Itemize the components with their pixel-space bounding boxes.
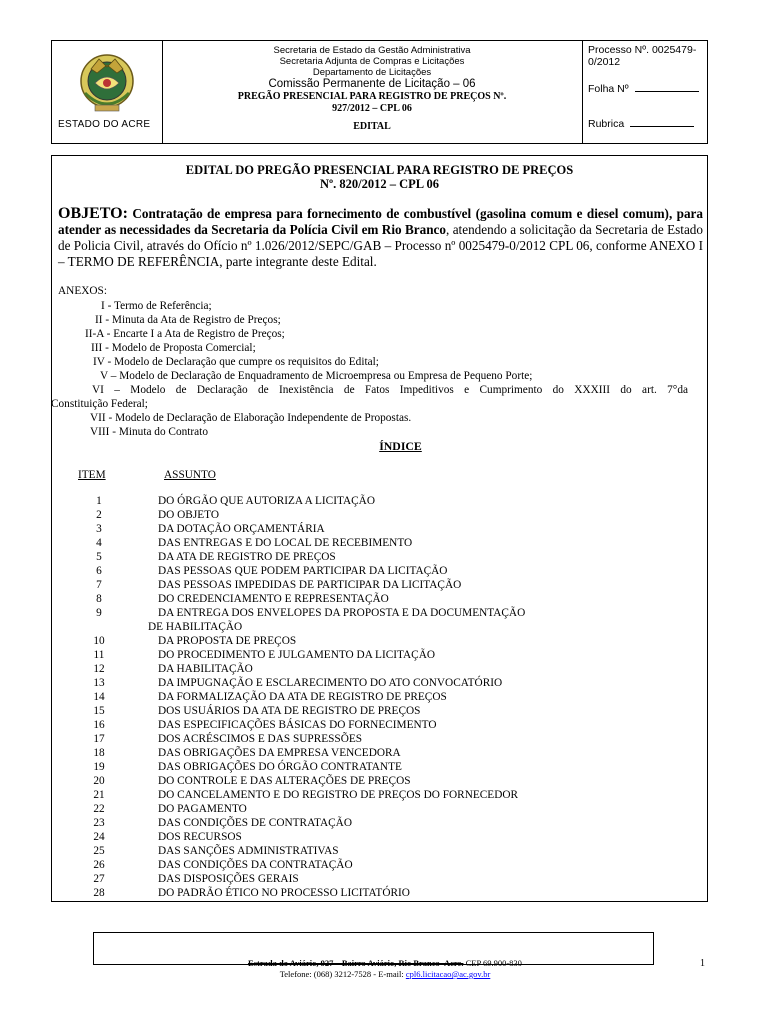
- indice-row-number: 21: [93, 789, 105, 801]
- edital-title-line-1: EDITAL DO PREGÃO PRESENCIAL PARA REGISTRO DE PREÇOS: [185, 163, 574, 177]
- indice-row-subject: DOS USUÁRIOS DA ATA DE REGISTRO DE PREÇOS: [158, 705, 421, 717]
- indice-row: [52, 550, 707, 564]
- indice-row-subject: DA ENTREGA DOS ENVELOPES DA PROPOSTA E DA DOCUMENTAÇÃO: [158, 607, 526, 619]
- indice-list: [52, 494, 707, 900]
- footer-phone: Telefone: (068) 3212-7528 - E-mail:: [279, 969, 406, 979]
- anexo-item: VIII - Minuta do Contrato: [90, 426, 208, 438]
- indice-row: [52, 858, 707, 872]
- indice-row-subject: DO CREDENCIAMENTO E REPRESENTAÇÃO: [158, 593, 389, 605]
- indice-row-number: 16: [93, 719, 105, 731]
- comissao-line: Comissão Permanente de Licitação – 06: [268, 78, 476, 90]
- indice-row-number: 10: [93, 635, 105, 647]
- header-title-cell: [162, 41, 583, 143]
- indice-row-number: 15: [93, 705, 105, 717]
- footer-contact: [0, 969, 770, 979]
- edital-label: EDITAL: [353, 121, 391, 132]
- indice-row-number: 20: [93, 775, 105, 787]
- indice-row-subject: DOS RECURSOS: [158, 831, 242, 843]
- indice-row: [52, 732, 707, 746]
- indice-row: [52, 676, 707, 690]
- anexo-item: II-A - Encarte I a Ata de Registro de Preços;: [85, 328, 285, 340]
- indice-row: [52, 578, 707, 592]
- anexo-item: VI – Modelo de Declaração de Inexistência de Fatos Impeditivos e Cumprimento do XXXIII do art. 7°da: [92, 384, 688, 396]
- indice-row: [52, 592, 707, 606]
- secretaria-adjunta-line: Secretaria Adjunta de Compras e Licitações: [279, 56, 465, 67]
- acre-coat-of-arms-logo: [77, 53, 137, 119]
- indice-row-number: 9: [96, 607, 102, 619]
- anexo-item: II - Minuta da Ata de Registro de Preços;: [95, 314, 281, 326]
- indice-col-item: ITEM: [78, 469, 106, 481]
- indice-row-subject: DA ATA DE REGISTRO DE PREÇOS: [158, 551, 336, 563]
- indice-row: [52, 774, 707, 788]
- indice-row-number: 7: [96, 579, 102, 591]
- indice-row-subject: DAS SANÇÕES ADMINISTRATIVAS: [158, 845, 339, 857]
- anexo-item: I - Termo de Referência;: [101, 300, 212, 312]
- page-number: 1: [700, 958, 705, 969]
- indice-row-subject: DOS ACRÉSCIMOS E DAS SUPRESSÕES: [158, 733, 363, 745]
- objeto-rest-text: , atendendo a solicitação da Secretaria de Estado de Policia Civil, através do Ofício nº 1.026/2012/SEPC/GAB – Processo nº 0025479-0/2012 CPL 06, conforme ANEXO I – TERMO DE REFERÊNCIA, parte integrante deste Edital.: [58, 222, 703, 269]
- indice-row-subject: DO OBJETO: [158, 509, 219, 521]
- indice-row-number: 23: [93, 817, 105, 829]
- indice-row-number: 18: [93, 747, 105, 759]
- indice-row-number: 12: [93, 663, 105, 675]
- indice-row: [52, 522, 707, 536]
- pregao-line-2: 927/2012 – CPL 06: [332, 103, 412, 114]
- indice-row-number: 6: [96, 565, 102, 577]
- indice-row-number: 4: [96, 537, 102, 549]
- indice-row: [52, 536, 707, 550]
- indice-row-number: 25: [93, 845, 105, 857]
- objeto-bold-text: Contratação de empresa para fornecimento de combustível (gasolina comum e diesel comum), para atender as necessidades da Secretaria da Polícia Civil em Rio Branco: [58, 206, 703, 237]
- edital-title-line-2: Nº. 820/2012 – CPL 06: [319, 177, 440, 191]
- objeto-label: OBJETO:: [58, 205, 128, 222]
- indice-row-subject: DAS PESSOAS IMPEDIDAS DE PARTICIPAR DA LICITAÇÃO: [158, 579, 462, 591]
- indice-row-number: 1: [96, 495, 102, 507]
- footer-email-link[interactable]: cpl6.licitacao@ac.gov.br: [405, 969, 491, 979]
- indice-title: ÍNDICE: [379, 439, 422, 453]
- indice-row-number: 27: [93, 873, 105, 885]
- header-process-cell: [582, 41, 707, 143]
- indice-row: [52, 690, 707, 704]
- folha-blank: [635, 91, 699, 92]
- indice-row: [52, 830, 707, 844]
- folha-label: Folha Nº: [588, 83, 629, 95]
- indice-row: [52, 662, 707, 676]
- indice-col-assunto: ASSUNTO: [164, 469, 216, 481]
- indice-row: [52, 886, 707, 900]
- indice-row-subject: DO CONTROLE E DAS ALTERAÇÕES DE PREÇOS: [158, 775, 411, 787]
- indice-row: [52, 634, 707, 648]
- rubrica-blank: [630, 126, 694, 127]
- indice-row-number: 5: [96, 551, 102, 563]
- indice-row-subject: DA HABILITAÇÃO: [158, 663, 253, 675]
- indice-row-subject: DA FORMALIZAÇÃO DA ATA DE REGISTRO DE PREÇOS: [158, 691, 447, 703]
- footer-cep: CEP 69.900-830: [463, 958, 522, 968]
- rubrica-label: Rubrica: [588, 118, 625, 130]
- indice-row: [52, 648, 707, 662]
- anexos-label: ANEXOS:: [58, 285, 107, 297]
- indice-row-subject: DA DOTAÇÃO ORÇAMENTÁRIA: [158, 523, 325, 535]
- anexo-item: Constituição Federal;: [51, 398, 148, 410]
- indice-row-subject: DA PROPOSTA DE PREÇOS: [158, 635, 297, 647]
- indice-row-number: 22: [93, 803, 105, 815]
- indice-row-number: 14: [93, 691, 105, 703]
- indice-row-subject: DAS DISPOSIÇÕES GERAIS: [158, 873, 299, 885]
- indice-row: [52, 508, 707, 522]
- anexo-item: IV - Modelo de Declaração que cumpre os requisitos do Edital;: [93, 356, 379, 368]
- indice-row: [52, 606, 707, 620]
- secretaria-line: Secretaria de Estado da Gestão Administrativa: [273, 45, 471, 56]
- indice-row-subject: DAS ENTREGAS E DO LOCAL DE RECEBIMENTO: [158, 537, 413, 549]
- indice-row: [52, 746, 707, 760]
- indice-row-subject: DO CANCELAMENTO E DO REGISTRO DE PREÇOS DO FORNECEDOR: [158, 789, 519, 801]
- indice-row-number: 13: [93, 677, 105, 689]
- indice-row: [52, 704, 707, 718]
- indice-row: [52, 844, 707, 858]
- anexo-item: V – Modelo de Declaração de Enquadramento de Microempresa ou Empresa de Pequeno Porte;: [100, 370, 533, 382]
- indice-row-subject: DO PADRÃO ÉTICO NO PROCESSO LICITATÓRIO: [158, 887, 410, 899]
- indice-row-subject: DO PAGAMENTO: [158, 803, 247, 815]
- indice-row-number: 3: [96, 523, 102, 535]
- folha-field: [588, 83, 699, 95]
- indice-row: [52, 872, 707, 886]
- objeto-paragraph: [58, 206, 703, 270]
- document-header: [51, 40, 708, 144]
- indice-row-subject: DAS CONDIÇÕES DA CONTRATAÇÃO: [158, 859, 353, 871]
- indice-row: [52, 760, 707, 774]
- indice-row-subject: DAS ESPECIFICAÇÕES BÁSICAS DO FORNECIMENTO: [158, 719, 437, 731]
- indice-row-number: 11: [93, 649, 105, 661]
- state-label: ESTADO DO ACRE: [58, 119, 151, 130]
- indice-row-number: 19: [93, 761, 105, 773]
- anexo-item: III - Modelo de Proposta Comercial;: [91, 342, 256, 354]
- indice-row: [52, 494, 707, 508]
- anexo-item: VII - Modelo de Declaração de Elaboração Independente de Propostas.: [90, 412, 412, 424]
- indice-row-subject: DE HABILITAÇÃO: [148, 621, 243, 633]
- departamento-line: Departamento de Licitações: [312, 67, 432, 78]
- document-body: [51, 155, 708, 902]
- pregao-line-1: PREGÃO PRESENCIAL PARA REGISTRO DE PREÇOS Nº.: [237, 91, 507, 102]
- indice-row-subject: DA IMPUGNAÇÃO E ESCLARECIMENTO DO ATO CONVOCATÓRIO: [158, 677, 503, 689]
- footer-address-bold: Estrada do Aviário, 927 – Bairro Aviário, Rio Branco–Acre.: [248, 958, 464, 968]
- rubrica-field: [588, 118, 694, 130]
- footer-address: [0, 958, 770, 968]
- indice-row-number: 28: [93, 887, 105, 899]
- indice-row-number: 8: [96, 593, 102, 605]
- header-logo-cell: [52, 41, 163, 143]
- indice-row-subject: DAS PESSOAS QUE PODEM PARTICIPAR DA LICITAÇÃO: [158, 565, 448, 577]
- indice-row: [52, 564, 707, 578]
- processo-number: Processo Nº. 0025479-0/2012: [588, 44, 697, 68]
- indice-row-number: 2: [96, 509, 102, 521]
- indice-row-number: 24: [93, 831, 105, 843]
- indice-row-subject: DAS CONDIÇÕES DE CONTRATAÇÃO: [158, 817, 352, 829]
- indice-row-subject: DAS OBRIGAÇÕES DA EMPRESA VENCEDORA: [158, 747, 401, 759]
- indice-row-subject: DAS OBRIGAÇÕES DO ÓRGÃO CONTRATANTE: [158, 761, 402, 773]
- indice-row: [52, 620, 707, 634]
- indice-row: [52, 718, 707, 732]
- indice-row-number: 17: [93, 733, 105, 745]
- indice-row-subject: DO ÓRGÃO QUE AUTORIZA A LICITAÇÃO: [158, 495, 375, 507]
- indice-row-number: 26: [93, 859, 105, 871]
- indice-row: [52, 802, 707, 816]
- indice-row: [52, 816, 707, 830]
- indice-row-subject: DO PROCEDIMENTO E JULGAMENTO DA LICITAÇÃO: [158, 649, 436, 661]
- indice-row: [52, 788, 707, 802]
